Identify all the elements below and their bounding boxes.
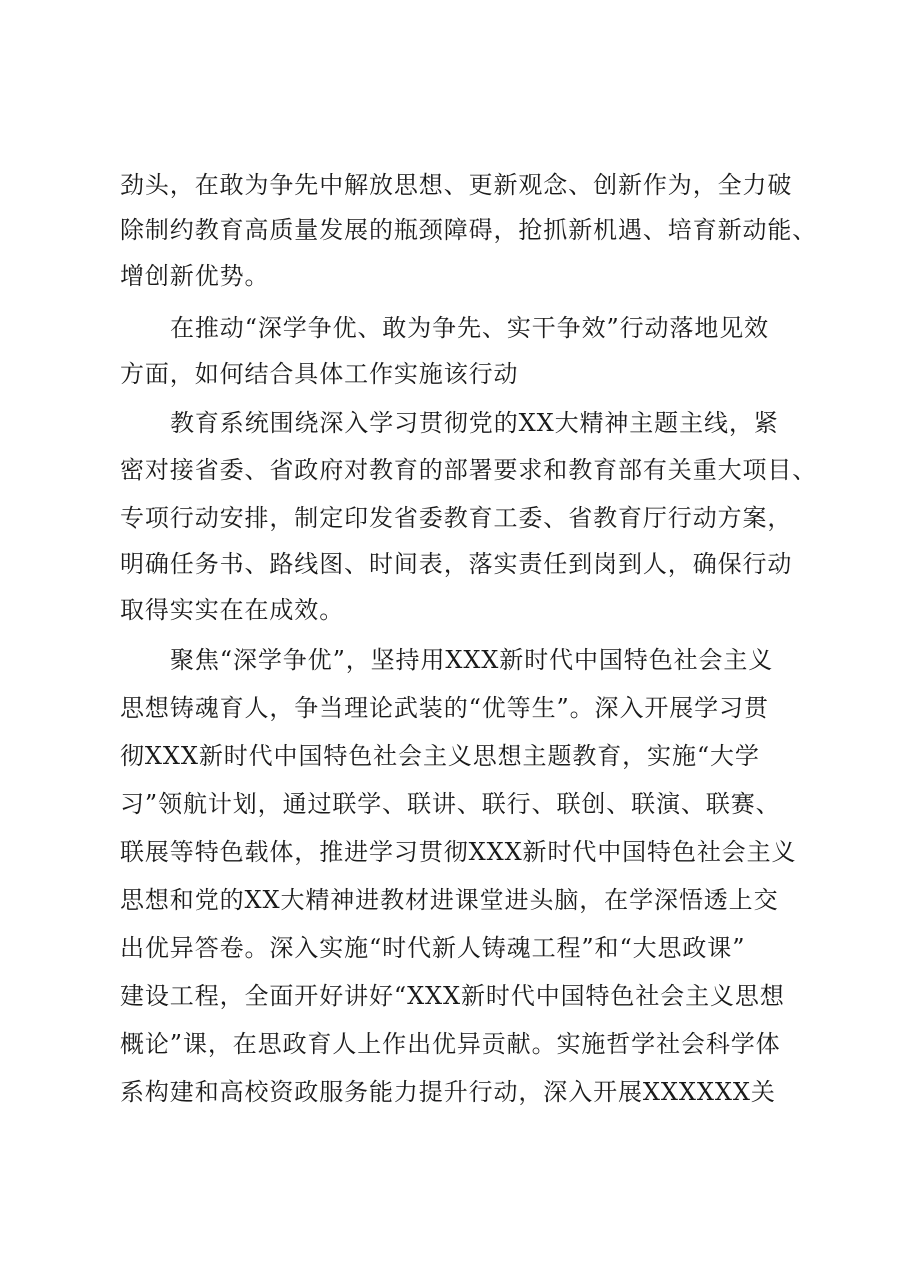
text-line [0,308,909,348]
text-line-content: 建设工程，全面开好讲好“XXX新时代中国特色社会主义思想 [120,982,785,1010]
text-line [0,688,909,728]
text-line [0,165,909,205]
text-line-content: 增创新优势。 [120,262,270,290]
text-line [0,832,909,872]
text-line [0,880,909,920]
text-line [0,1072,909,1112]
text-line-content: 除制约教育高质量发展的瓶颈障碍，抢抓新机遇、培育新动能、 [120,216,818,244]
text-line-content: 习”领航计划，通过联学、联讲、联行、联创、联演、联赛、 [120,790,781,818]
text-line [0,1024,909,1064]
text-line [0,544,909,584]
text-line-content: 在推动“深学争优、敢为争先、实干争效”行动落地见效 [170,314,770,342]
text-line-content: 概论”课，在思政育人上作出优异贡献。实施哲学社会科学体 [120,1030,781,1058]
text-line [0,736,909,776]
text-line-content: 思想铸魂育人，争当理论武装的“优等生”。深入开展学习贯 [120,694,769,722]
text-line-content: 联展等特色载体，推进学习贯彻XXX新时代中国特色社会主义 [120,838,797,866]
text-line-content: 方面，如何结合具体工作实施该行动 [120,360,519,388]
text-line [0,928,909,968]
text-line [0,354,909,394]
text-line [0,450,909,490]
text-line-content: 密对接省委、省政府对教育的部署要求和教育部有关重大项目、 [120,456,818,484]
text-line [0,403,909,443]
text-line [0,498,909,538]
text-line-content: 教育系统围绕深入学习贯彻党的XX大精神主题主线，紧 [170,409,779,437]
text-line-content: 劲头，在敢为争先中解放思想、更新观念、创新作为，全力破 [120,171,793,199]
text-line [0,210,909,250]
text-line-content: 出优异答卷。深入实施“时代新人铸魂工程”和“大思政课” [120,934,746,962]
text-line [0,640,909,680]
text-line-content: 彻XXX新时代中国特色社会主义思想主题教育，实施“大学 [120,742,760,770]
text-line-content: 聚焦“深学争优”，坚持用XXX新时代中国特色社会主义 [170,646,774,674]
text-line [0,784,909,824]
text-line-content: 取得实实在在成效。 [120,596,345,624]
text-line-content: 明确任务书、路线图、时间表，落实责任到岗到人，确保行动 [120,550,793,578]
text-line [0,256,909,296]
text-line-content: 系构建和高校资政服务能力提升行动，深入开展XXXXXX关 [120,1078,776,1106]
text-line [0,590,909,630]
text-line-content: 思想和党的XX大精神进教材进课堂进头脑，在学深悟透上交 [120,886,779,914]
text-line [0,976,909,1016]
text-line-content: 专项行动安排，制定印发省委教育工委、省教育厅行动方案， [120,504,793,532]
